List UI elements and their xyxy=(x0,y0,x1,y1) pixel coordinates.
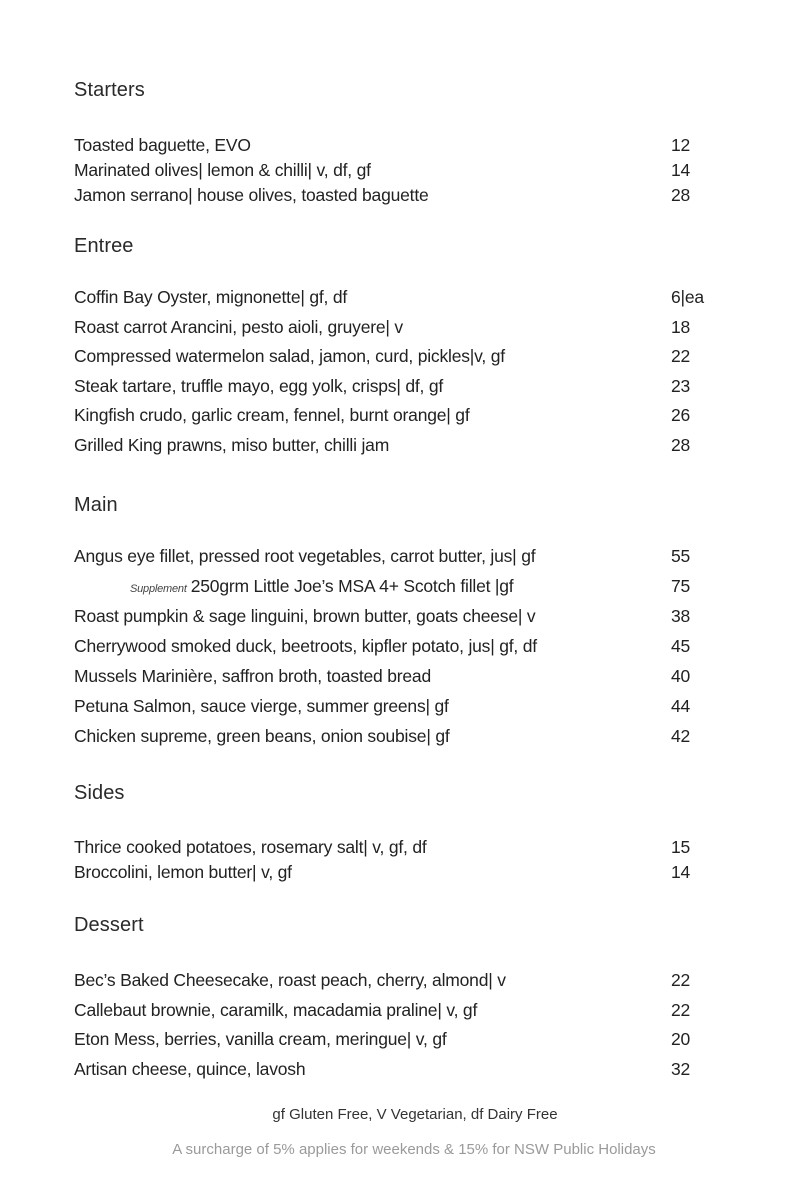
supplement-label: Supplement xyxy=(130,583,187,595)
item-price: 22 xyxy=(671,970,691,990)
item-price: 26 xyxy=(671,405,691,425)
menu-item xyxy=(74,970,734,990)
menu-item xyxy=(74,405,734,425)
item-price: 75 xyxy=(671,576,691,596)
item-price: 12 xyxy=(671,135,691,155)
item-price: 32 xyxy=(671,1058,691,1079)
item-price: 14 xyxy=(671,862,691,882)
menu-item xyxy=(74,1029,734,1049)
item-name: Kingfish crudo, garlic cream, fennel, burnt orange| gf xyxy=(74,405,470,425)
menu-item xyxy=(74,546,734,566)
item-name: Toasted baguette, EVO xyxy=(74,135,251,155)
section-title: Dessert xyxy=(74,914,144,936)
item-name: Artisan cheese, quince, lavosh xyxy=(74,1058,306,1079)
section-dessert xyxy=(74,913,734,1079)
section-main xyxy=(74,493,734,746)
item-name: Jamon serrano| house olives, toasted baguette xyxy=(74,185,429,205)
item-price: 42 xyxy=(671,726,691,746)
item-price: 55 xyxy=(671,546,691,566)
menu-item xyxy=(74,376,734,396)
item-name: Broccolini, lemon butter| v, gf xyxy=(74,862,292,882)
menu-item xyxy=(74,837,734,857)
item-price: 44 xyxy=(671,696,691,716)
item-price: 28 xyxy=(671,185,691,205)
menu-item xyxy=(74,435,734,455)
item-name: Callebaut brownie, caramilk, macadamia praline| v, gf xyxy=(74,999,478,1020)
section-title: Entree xyxy=(74,235,134,257)
section-starters xyxy=(74,78,734,205)
item-price: 6|ea xyxy=(671,287,704,307)
item-price: 40 xyxy=(671,666,691,686)
section-title: Starters xyxy=(74,79,145,101)
section-title: Sides xyxy=(74,782,125,804)
item-price: 38 xyxy=(671,606,691,626)
item-price: 15 xyxy=(671,837,691,857)
section-title: Main xyxy=(74,494,118,516)
menu-item xyxy=(74,160,734,180)
item-name: Roast pumpkin & sage linguini, brown butter, goats cheese| v xyxy=(74,606,536,626)
menu-item xyxy=(74,1000,734,1020)
item-name: Roast carrot Arancini, pesto aioli, gruyere| v xyxy=(74,316,403,337)
menu-item xyxy=(74,606,734,626)
section-entree xyxy=(74,234,734,455)
item-name: Thrice cooked potatoes, rosemary salt| v, gf, df xyxy=(74,837,427,857)
item-price: 18 xyxy=(671,316,691,337)
menu-item xyxy=(74,135,734,155)
item-price: 14 xyxy=(671,160,691,180)
menu-item-supplement xyxy=(74,576,734,596)
item-name: Angus eye fillet, pressed root vegetables, carrot butter, jus| gf xyxy=(74,546,536,566)
menu-item xyxy=(74,666,734,686)
item-price: 28 xyxy=(671,434,691,455)
item-price: 20 xyxy=(671,1029,691,1049)
item-price: 22 xyxy=(671,999,691,1020)
menu-item xyxy=(74,862,734,882)
menu-item xyxy=(74,636,734,656)
item-name: 250grm Little Joe’s MSA 4+ Scotch fillet |gf xyxy=(190,576,514,596)
dietary-legend: gf Gluten Free, V Vegetarian, df Dairy Free xyxy=(272,1106,558,1123)
item-name: Mussels Marinière, saffron broth, toasted bread xyxy=(74,666,431,686)
item-name: Compressed watermelon salad, jamon, curd, pickles|v, gf xyxy=(74,346,505,366)
menu-item xyxy=(74,185,734,205)
menu-item xyxy=(74,317,734,337)
item-name: Grilled King prawns, miso butter, chilli jam xyxy=(74,434,390,455)
menu-item xyxy=(74,726,734,746)
item-name: Petuna Salmon, sauce vierge, summer greens| gf xyxy=(74,696,449,716)
menu-item xyxy=(74,1059,734,1079)
surcharge-notice: A surcharge of 5% applies for weekends & 15% for NSW Public Holidays xyxy=(172,1141,656,1158)
section-sides xyxy=(74,781,734,882)
menu-item xyxy=(74,696,734,716)
item-price: 23 xyxy=(671,375,691,396)
menu-item xyxy=(74,346,734,366)
item-name: Steak tartare, truffle mayo, egg yolk, crisps| df, gf xyxy=(74,375,444,396)
item-price: 22 xyxy=(671,346,691,366)
menu-item xyxy=(74,287,734,307)
item-name: Bec’s Baked Cheesecake, roast peach, cherry, almond| v xyxy=(74,970,506,990)
item-name: Eton Mess, berries, vanilla cream, meringue| v, gf xyxy=(74,1029,447,1049)
item-name: Cherrywood smoked duck, beetroots, kipfler potato, jus| gf, df xyxy=(74,636,537,656)
item-name: Marinated olives| lemon & chilli| v, df, gf xyxy=(74,160,371,180)
item-name: Coffin Bay Oyster, mignonette| gf, df xyxy=(74,287,348,307)
item-price: 45 xyxy=(671,636,691,656)
item-name: Chicken supreme, green beans, onion soubise| gf xyxy=(74,726,450,746)
